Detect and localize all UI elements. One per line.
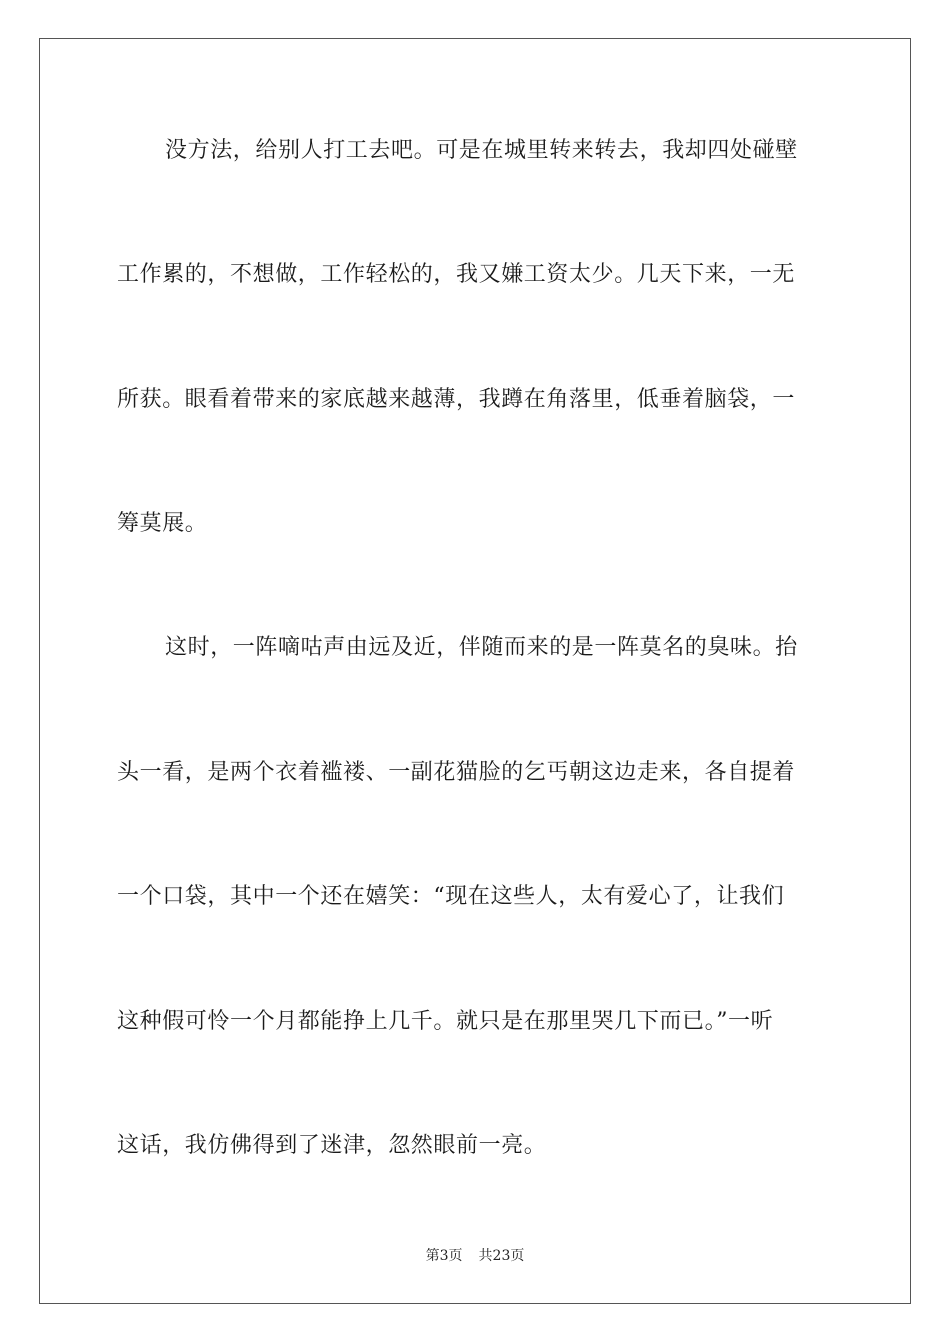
text-line: 这话，我仿佛得到了迷津，忽然眼前一亮。 bbox=[117, 1133, 547, 1158]
text-line: 一个口袋，其中一个还在嬉笑：“现在这些人，太有爱心了，让我们 bbox=[117, 884, 785, 909]
text-line: 这时，一阵嘀咕声由远及近，伴随而来的是一阵莫名的臭味。抬 bbox=[165, 635, 798, 660]
page-footer bbox=[0, 1247, 950, 1265]
text-line: 所获。眼看着带来的家底越来越薄，我蹲在角落里，低垂着脑袋，一 bbox=[117, 387, 796, 412]
text-line: 头一看，是两个衣着褴褛、一副花猫脸的乞丐朝这边走来，各自提着 bbox=[117, 760, 796, 785]
page-total: 共23页 bbox=[478, 1248, 525, 1264]
text-line: 没方法，给别人打工去吧。可是在城里转来转去，我却四处碰壁 bbox=[165, 138, 798, 163]
page-border bbox=[39, 38, 911, 1304]
text-line: 工作累的，不想做，工作轻松的，我又嫌工资太少。几天下来，一无 bbox=[117, 262, 796, 287]
text-line: 这种假可怜一个月都能挣上几千。就只是在那里哭几下而已。”一听 bbox=[117, 1009, 774, 1034]
page-number: 第3页 bbox=[425, 1248, 463, 1264]
text-line: 筹莫展。 bbox=[117, 511, 208, 536]
